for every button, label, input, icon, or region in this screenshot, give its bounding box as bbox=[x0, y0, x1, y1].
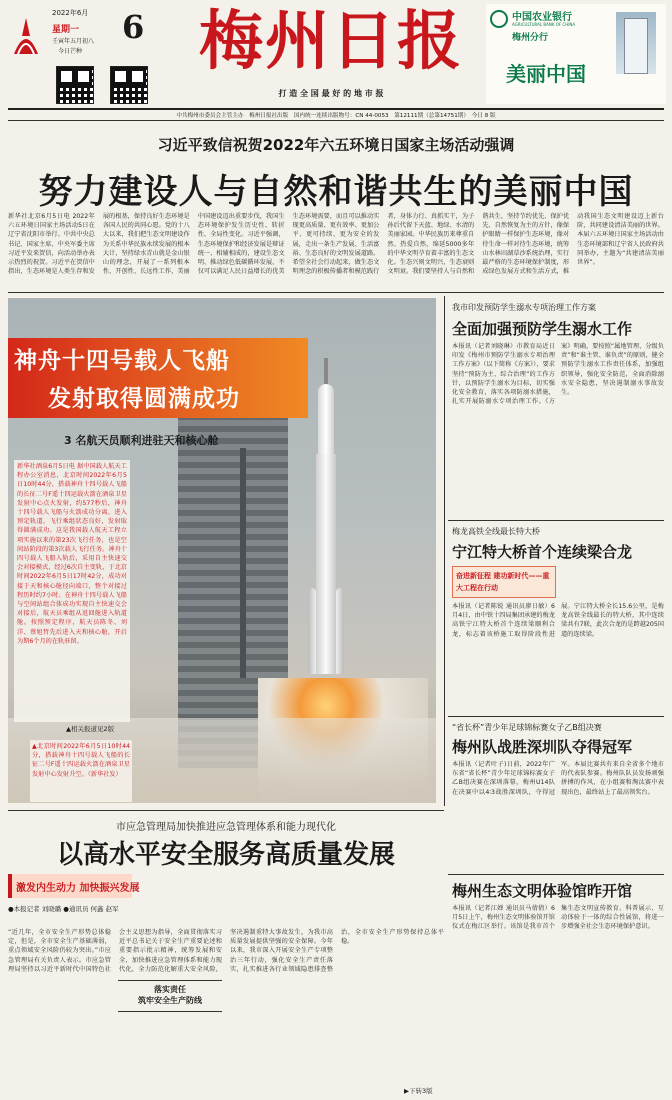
rocket bbox=[308, 358, 344, 688]
drowning-headline: 全面加强预防学生溺水工作 bbox=[452, 320, 633, 338]
qr-code-icon bbox=[56, 66, 94, 104]
bank-ad bbox=[486, 4, 666, 104]
shenzhou-headline-2: 发射取得圆满成功 bbox=[48, 386, 240, 412]
issue-date: 2022年6月 bbox=[52, 9, 89, 17]
bridge-kicker: 梅龙高铁全线最长特大桥 bbox=[452, 527, 540, 536]
masthead bbox=[0, 0, 672, 120]
drowning-body: 本报讯（记者刘晓琳）市教育局近日印发《梅州市预防学生溺水专项治理工作方案》（以下简称《方案》），要求坚持“预防为主、综合治理”的工作方针，以预防学生溺水为目标，切实强化安全教育，落实各项防溺水措施，扎实开展防溺水专项治理工作。《方案》明确，要按照“属地管理、分级负责”和“谁主管、谁负责”的原则，健全预防学生溺水工作责任体系，加强组织领导，强化安全防范，全面消除溺水安全隐患，坚决遏制溺水事故发生。 bbox=[452, 343, 664, 406]
shenzhou-body: 新华社酒泉6月5日电 据中国载人航天工程办公室消息，北京时间2022年6月5日10时44分，搭载神舟十四号载人飞船的长征二号F遥十四运载火箭在酒泉卫星发射中心点火发射，约577秒后，神舟十四号载人飞船与火箭成功分离，进入预定轨道，飞行乘组状态良好，发射取得圆满成功。这是我国载人航天工程立项实施以来的第23次飞行任务，也是空间站阶段的第3次载人飞行任务。神舟十四号载人飞船入轨后，采用自主快速交会对接模式，经过6次自主变轨，于北京时间2022年6月5日17时42分，成功对接于天和核心舱径向端口，整个对接过程历时约7小时。在神舟十四号载人飞船与空间站组合体成功实现自主快速交会对接后，航天员乘组从返回舱进入轨道舱。按照预定程序，航天员陈冬、刘洋、蔡旭哲先后进入天和核心舱，开启为期6个月的在轨驻留。 bbox=[14, 460, 130, 722]
publication-info: 中共梅州市委员会主管主办 梅州日报社出版 国内统一连续出版物号：CN 44-0053 第12111期（总第14751期） 今日 8 版 bbox=[176, 113, 496, 119]
sport-headline: 梅州队战胜深圳队夺得冠军 bbox=[452, 738, 633, 756]
shenzhou-headline-1: 神舟十四号载人飞船 bbox=[14, 348, 230, 374]
eco-headline: 梅州生态文明体验馆昨开馆 bbox=[452, 882, 633, 900]
bank-building-icon bbox=[616, 12, 656, 74]
shenzhou-subhead: 3 名航天员顺利进驻天和核心舱 bbox=[64, 434, 219, 447]
sport-kicker: “省长杯”青少年足球锦标赛女子乙B组决赛 bbox=[452, 723, 602, 732]
lead-kicker: 习近平致信祝贺2022年六五环境日国家主场活动强调 bbox=[157, 136, 515, 154]
lead-headline: 努力建设人与自然和谐共生的美丽中国 bbox=[38, 172, 634, 212]
eco-body: 本报讯（记者江婵 通讯员马倩倩）6月5日上午，梅州生态文明体验馆开馆仪式在梅江区举行。该馆是我市首个集生态文明宣传教育、科普展示、互动体验于一体的综合性展馆，将进一步增强全社会生态环境保护意识。 bbox=[452, 905, 664, 931]
newspaper-emblem-icon bbox=[8, 14, 44, 58]
safety-continue: ▶下转3版 bbox=[404, 1087, 433, 1095]
bank-branch: 梅州分行 bbox=[512, 33, 549, 43]
safety-banner bbox=[8, 874, 140, 898]
shenzhou-headline-banner bbox=[8, 338, 308, 418]
lead-body: 新华社北京6月5日电 2022年六五环境日国家主场活动5日在辽宁省沈阳市举行。中共中央总书记、国家主席、中央军委主席习近平发来贺信，向活动举办表示热烈的祝贺。习近平在贺信中指出，生态环境是人类生存和发展的根基，保持良好生态环境是各国人民的共同心愿。党的十八大以来，我们把生态文明建设作为关系中华民族永续发展的根本大计，坚持绿水青山就是金山银山的理念，开展了一系列根本性、开创性、长远性工作，美丽中国建设迈出重要步伐，我国生态环境保护发生历史性、转折性、全局性变化。习近平强调，生态环境保护和经济发展是辩证统一、相辅相成的，建设生态文明、推动绿色低碳循环发展，不仅可以满足人民日益增长的优美生态环境需要，而且可以推动实现更高质量、更有效率、更加公平、更可持续、更为安全的发展，走出一条生产发展、生活富裕、生态良好的文明发展道路。希望全社会行动起来，做生态文明理念的积极传播者和模范践行者，身体力行、真抓实干，为子孙后代留下天蓝、地绿、水清的美丽家园。中华民族历来尊重自然、热爱自然，绵延5000多年的中华文明孕育着丰富的生态文化。生态兴则文明兴，生态衰则文明衰。我们要坚持人与自然和谐共生，坚持节约优先、保护优先、自然恢复为主的方针，像保护眼睛一样保护生态环境，像对待生命一样对待生态环境，统筹山水林田湖草沙系统治理，实行最严格的生态环境保护制度，形成绿色发展方式和生活方式，推动我国生态文明建设迈上新台阶，共同建设清洁美丽的世界。本届六五环境日国家主场活动由生态环境部和辽宁省人民政府共同举办，主题为“共建清洁美丽世界”。 bbox=[8, 213, 664, 276]
newspaper-slogan: 打 造 全 国 最 好 的 地 市 报 bbox=[278, 89, 384, 98]
ad-slogan: 美丽中国 bbox=[506, 62, 586, 86]
bank-name: 中国农业银行 bbox=[512, 12, 572, 23]
bank-name-en: AGRICULTURAL BANK OF CHINA bbox=[512, 22, 576, 27]
bridge-body: 本报讯（记者陈锐 通讯员廖日敏）6月4日，由中铁十四局集团承建的梅龙高铁宁江特大桥首个连续梁顺利合龙，标志着该桥施工取得阶段性进展。宁江特大桥全长15.6公里，是梅龙高铁全线最长的特大桥，其中连续梁共有7联，此次合龙的是跨越205国道的连续梁。 bbox=[452, 603, 664, 638]
drowning-kicker: 我市印发预防学生溺水专项治理工作方案 bbox=[452, 303, 596, 312]
safety-byline: ●本报记者 刘晓璐 ●通讯员 何鑫 赵军 bbox=[8, 905, 119, 913]
safety-sub-headline: 筑牢安全生产防线 bbox=[138, 996, 202, 1005]
safety-kicker: 市应急管理局加快推进应急管理体系和能力现代化 bbox=[116, 822, 336, 833]
solar-term: 今日芒种 bbox=[58, 48, 83, 55]
safety-headline: 以高水平安全服务高质量发展 bbox=[56, 840, 395, 870]
newspaper-title: 梅州日报 bbox=[199, 4, 463, 79]
safety-subhead-box bbox=[118, 980, 222, 1012]
bridge-headline: 宁江特大桥首个连续梁合龙 bbox=[452, 543, 633, 561]
safety-body: “近几年，全市安全生产形势总体稳定，但是，全市安全生产基础薄弱，重点领域安全风险仍较为突出。”市应急管理局有关负责人表示。市应急管理局坚持以习近平新时代中国特色社会主义思想为指导，全面贯彻落实习近平总书记关于安全生产重要论述和重要指示批示精神，统筹发展和安全，加快推进应急管理体系和能力现代化，全力防范化解重大安全风险，坚决遏制重特大事故发生，为我市高质量发展提供坚强的安全保障。今年以来，我市深入开展安全生产专项整治三年行动，强化安全生产责任落实，扎实推进各行业领域隐患排查整治，全市安全生产形势保持总体平稳。 bbox=[8, 929, 444, 973]
shenzhou-caption: ▲北京时间2022年6月5日10时44分，搭载神舟十四号载人飞船的长征二号F遥十四运载火箭在酒泉卫星发射中心发射升空。（新华社发） bbox=[30, 740, 132, 802]
day-number: 6 bbox=[122, 8, 145, 46]
weekday: 星期一 bbox=[52, 25, 80, 35]
lunar-date: 壬寅年五月初八 bbox=[52, 38, 95, 45]
sport-body: 本报讯（记者叶子)日前，2022年广东省“省长杯”青少年足球锦标赛女子乙B组决赛在深圳落幕，梅州U14队在决赛中以4∶3战胜深圳队，夺得冠军。本届比赛共有来自全省多个地市的代表队参赛。梅州队队员发扬顽强拼搏的作风，在小组赛和淘汰赛中表现出色，最终站上了最高领奖台。 bbox=[452, 761, 664, 796]
bridge-banner: 奋进新征程 建功新时代——重大工程在行动 bbox=[452, 566, 556, 598]
shenzhou-continue: ▲相关报道见2版 bbox=[66, 725, 115, 733]
safety-banner-text: 激发内生动力 加快振兴发展 bbox=[16, 883, 140, 894]
bank-logo-icon bbox=[490, 10, 508, 28]
qr-code-icon bbox=[110, 66, 148, 104]
safety-sub-kicker: 落实责任 bbox=[154, 985, 186, 994]
